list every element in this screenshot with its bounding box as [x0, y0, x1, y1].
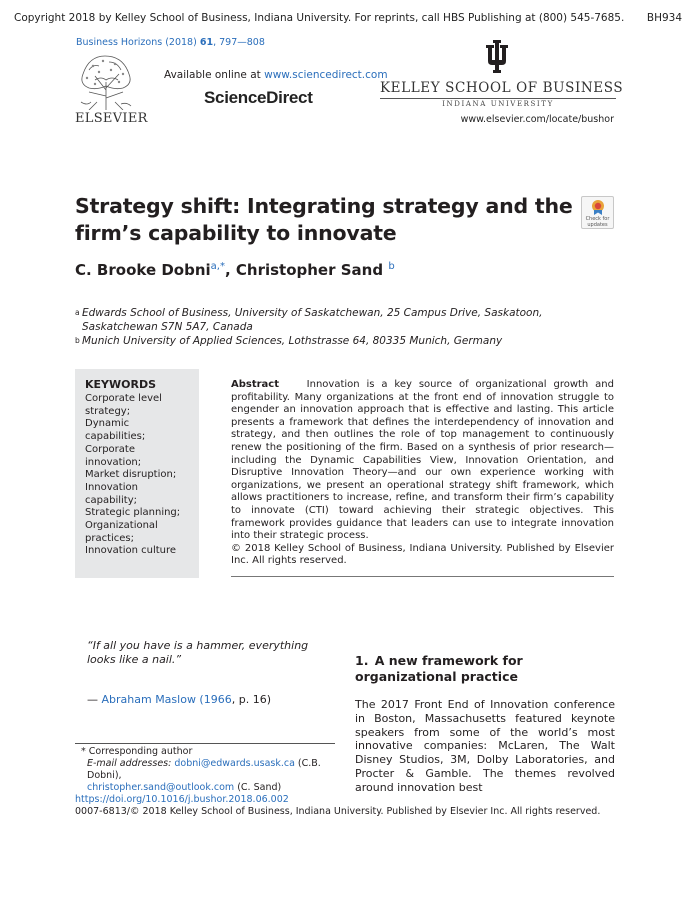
section-heading: 1. A new framework for organizational practice	[355, 653, 523, 684]
email-dobni-who: (C.B. Dobni),	[87, 758, 321, 781]
check-updates-ribbon-icon	[591, 200, 605, 215]
kelley-school-name: KELLEY SCHOOL OF BUSINESS	[380, 80, 616, 99]
journal-reference[interactable]	[76, 37, 265, 48]
author-dobni-affil-link[interactable]: a,*	[210, 261, 225, 272]
author-list	[75, 261, 395, 279]
keywords-list	[85, 393, 189, 558]
abstract-copyright: © 2018 Kelley School of Business, Indiana University. Published by Elsevier Inc. All rights reserved.	[231, 542, 614, 567]
email-sand-link[interactable]: christopher.sand@outlook.com	[87, 782, 235, 793]
abstract-text: Innovation is a key source of organizational growth and profitability. Many organizations at the front end of innovation struggle to engender an innovation approach that is effective and lasting. This article presents a framework that defines the interdependency of innovation and strategy, and then outlines the role of top management to continuously renew the positioning of the firm. Based on a synthesis of prior research—including the Dynamic Capabilities View, Innovation Orientation, and Disruptive Innovation Theory—and our own experience working with organizations, we present an operational strategy shift framework, which allows practitioners to increase, refine, and transform their firm’s capability to innovate (CTI) toward achieving their strategic objectives. This framework provides guidance that leaders can use to integrate innovation into their strategic process.	[231, 379, 614, 542]
keyword-item: practices;	[85, 532, 135, 544]
abstract-label: Abstract	[231, 379, 280, 390]
article-title: Strategy shift: Integrating strategy and the firm’s capability to innovate	[75, 194, 573, 245]
epigraph-page: , p. 16)	[231, 693, 271, 706]
maslow-citation-link[interactable]: Abraham Maslow (1966	[101, 693, 232, 706]
affiliation-b	[75, 335, 620, 349]
footnote-divider	[75, 743, 335, 744]
keyword-item: Innovation culture	[85, 545, 177, 557]
epigraph-attribution	[87, 693, 271, 706]
email-label: E-mail addresses:	[87, 758, 175, 769]
check-updates-label: Check for updates	[585, 216, 610, 228]
affiliation-a-mark: a	[75, 308, 80, 317]
keywords-box	[75, 369, 199, 578]
sciencedirect-brand: ScienceDirect	[204, 88, 313, 107]
journal-pages: , 797—808	[213, 37, 265, 48]
keyword-item: Corporate innovation;	[85, 443, 142, 468]
affiliation-a	[75, 307, 620, 334]
abstract-bottom-divider	[231, 576, 614, 577]
email-addresses	[87, 758, 337, 794]
epigraph-dash: —	[87, 693, 102, 706]
corresponding-author-note: * Corresponding author	[81, 746, 193, 757]
keyword-item: Innovation capability;	[85, 481, 138, 506]
indiana-university-label: INDIANA UNIVERSITY	[442, 100, 554, 108]
keyword-item: Corporate level	[85, 393, 162, 404]
sciencedirect-link[interactable]: www.sciencedirect.com	[264, 69, 388, 81]
doi-link[interactable]: https://doi.org/10.1016/j.bushor.2018.06.002	[75, 794, 289, 805]
indiana-university-trident-icon	[482, 40, 512, 74]
affiliation-a-text: Edwards School of Business, University of Saskatchewan, 25 Campus Drive, Saskatoon, Saskatchewan S7N 5A7, Canada	[82, 307, 543, 333]
abstract	[231, 379, 614, 568]
elsevier-wordmark: ELSEVIER	[75, 111, 148, 126]
epigraph-quote: “If all you have is a hammer, everything looks like a nail.”	[87, 639, 309, 666]
keyword-item: Dynamic capabilities;	[85, 418, 146, 443]
keyword-item: Strategic planning;	[85, 507, 181, 519]
affiliation-b-text: Munich University of Applied Sciences, Lothstrasse 64, 80335 Munich, Germany	[82, 335, 503, 347]
author-dobni: C. Brooke Dobni	[75, 261, 211, 279]
email-sand-who: (C. Sand)	[234, 782, 282, 793]
keyword-item: strategy;	[85, 405, 131, 417]
article-code: BH934	[646, 12, 682, 24]
issn-copyright: 0007-6813/© 2018 Kelley School of Business, Indiana University. Published by Elsevier Inc. All rights reserved.	[75, 806, 601, 817]
affiliation-b-mark: b	[75, 336, 80, 345]
elsevier-tree-icon	[75, 52, 137, 110]
keyword-item: Organizational	[85, 520, 158, 532]
available-prefix: Available online at	[164, 69, 265, 81]
section-body-text: The 2017 Front End of Innovation conference in Boston, Massachusetts featured keynote speakers from some of the world’s most innovative companies: McLaren, The Walt Disney Studios, 3M, Dolby Laboratories, and Procter & Gamble. The themes revolved around innovation best	[355, 698, 615, 794]
journal-url-link[interactable]: www.elsevier.com/locate/bushor	[460, 114, 614, 125]
keywords-heading: KEYWORDS	[85, 378, 157, 391]
check-for-updates-button[interactable]	[581, 196, 614, 229]
journal-volume: 61	[199, 37, 214, 48]
journal-name: Business Horizons (2018)	[76, 37, 197, 48]
available-online	[164, 69, 388, 81]
author-sand-affil-link[interactable]: b	[388, 261, 395, 272]
email-dobni-link[interactable]: dobni@edwards.usask.ca	[174, 758, 295, 769]
copyright-line: Copyright 2018 by Kelley School of Business, Indiana University. For reprints, call HBS Publishing at (800) 545-7685.	[14, 12, 625, 24]
keyword-item: Market disruption;	[85, 469, 177, 481]
author-separator-sand: , Christopher Sand	[224, 261, 384, 279]
